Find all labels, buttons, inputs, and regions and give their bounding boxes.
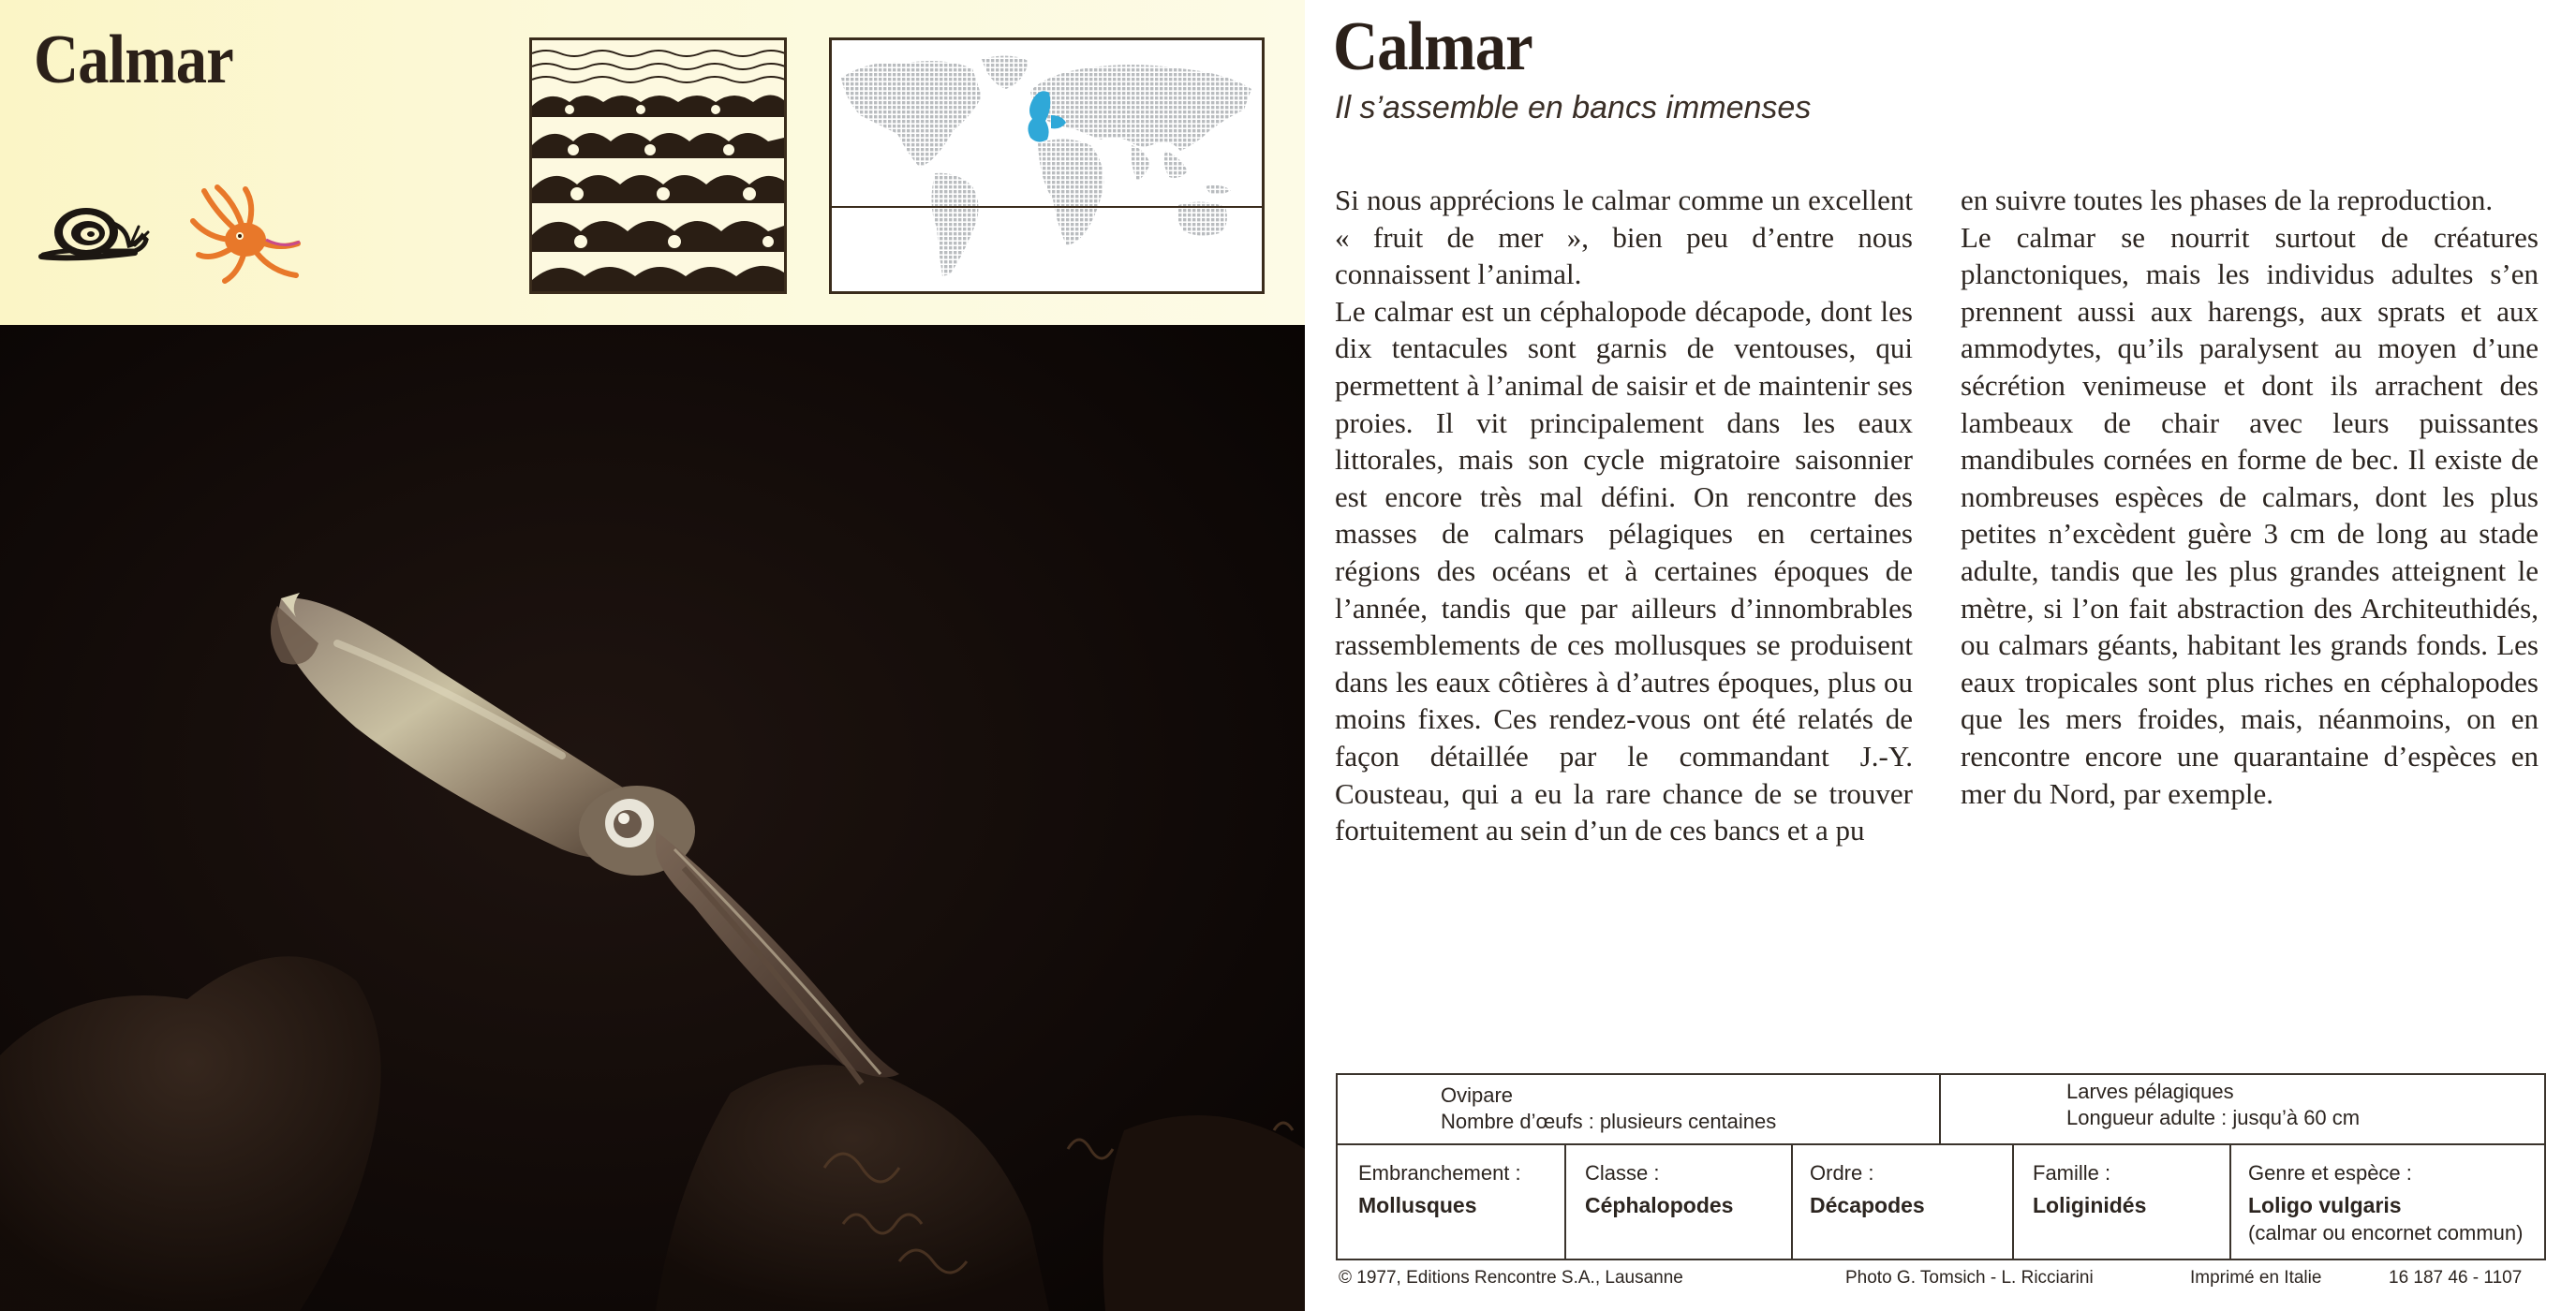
reproduction-type: Ovipare <box>1441 1083 1514 1107</box>
classe-cell <box>1585 1160 1733 1218</box>
famille-label: Famille : <box>2033 1161 2111 1185</box>
card-subtitle: Il s’assemble en bancs immenses <box>1335 90 1812 125</box>
table-divider <box>1564 1145 1566 1259</box>
text-column-right <box>1961 182 2539 812</box>
ordre-value: Décapodes <box>1810 1193 1925 1217</box>
copyright-text: © 1977, Editions Rencontre S.A., Lausanne <box>1339 1268 1683 1288</box>
reproduction-row <box>1338 1075 2544 1145</box>
famille-cell <box>2033 1160 2146 1218</box>
larva-type: Larves pélagiques <box>2066 1080 2234 1103</box>
larva-cell <box>2066 1079 2360 1131</box>
genre-label: Genre et espèce : <box>2248 1161 2412 1185</box>
squid-illustration <box>0 325 1305 1311</box>
world-map-icon <box>832 40 1262 291</box>
genre-common-name: (calmar ou encornet commun) <box>2248 1221 2524 1245</box>
card-title-left: Calmar <box>34 22 233 98</box>
distribution-map-panel <box>829 37 1265 294</box>
famille-value: Loliginidés <box>2033 1193 2147 1217</box>
genre-cell <box>2248 1160 2523 1246</box>
waves-habitat-icon <box>532 40 784 291</box>
embranchement-value: Mollusques <box>1358 1193 1477 1217</box>
egg-count: Nombre d’œufs : plusieurs centaines <box>1441 1110 1777 1133</box>
card-title-right: Calmar <box>1333 8 1532 85</box>
habitat-waves-panel <box>529 37 787 294</box>
ordre-label: Ordre : <box>1810 1161 1874 1185</box>
paragraph: Le calmar est un céphalopode décapode, dont les dix tentacules sont garnis de ventouses, qui permettent à l’animal de saisir et de maintenir ses proies. Il vit principalement dans les eaux littorales, mais son cycle migratoire saisonnier est encore très mal défini. On rencontre des masses de calmars pélagiques en certaines régions des océans et à certaines époques de l’année, tandis que par ailleurs d’innombrables rassemblements de ces mollusques se produisent dans les eaux côtières à d’autres époques, plus ou moins fixes. Ces rendez-vous ont été relatés de façon détaillée par le commandant J.-Y. Cousteau, qui a eu la rare chance de se trouver fortuitement au sein d’un de ces bancs et a pu <box>1335 294 1913 847</box>
right-card <box>1305 0 2576 1311</box>
card-footer <box>1305 1268 2576 1296</box>
taxonomy-row <box>1338 1145 2544 1259</box>
adult-length: Longueur adulte : jusqu’à 60 cm <box>2066 1106 2361 1129</box>
paragraph: Si nous apprécions le calmar comme un excellent « fruit de mer », bien peu d’entre nous connaissent l’animal. <box>1335 184 1913 291</box>
octopus-icon <box>187 184 302 287</box>
printed-in: Imprimé en Italie <box>2190 1268 2322 1288</box>
embranchement-cell <box>1358 1160 1521 1218</box>
table-divider <box>2012 1145 2014 1259</box>
photo-credit: Photo G. Tomsich - L. Ricciarini <box>1845 1268 2094 1288</box>
paragraph: en suivre toutes les phases de la reproduction. <box>1961 184 2494 216</box>
classe-label: Classe : <box>1585 1161 1660 1185</box>
table-divider <box>1939 1075 1941 1143</box>
table-divider <box>1791 1145 1793 1259</box>
genre-value: Loligo vulgaris <box>2248 1193 2402 1217</box>
card-code: 16 187 46 - 1107 <box>2389 1268 2523 1288</box>
ordre-cell <box>1810 1160 1925 1218</box>
paragraph: Le calmar se nourrit surtout de créatures planctoniques, mais les individus adultes s’en prennent aussi aux harengs, aux sprats et aux ammodytes, qu’ils paralysent au moyen d’une sécrétion venimeuse et dont ils arrachent des lambeaux de chair avec leurs puissantes mandibules cornées en forme de bec. Il existe de nombreuses espèces de calmars, dont les plus petites n’excèdent guère 3 cm de long au stade adulte, tandis que les plus grandes atteignent le mètre, si l’on fait abstraction des Architeuthidés, ou calmars géants, habitant les grands fonds. Les eaux tropicales sont plus riches en céphalopodes que les mers froides, mais, néanmoins, on en rencontre encore une quarantaine d’espèces en mer du Nord, par exemple. <box>1961 220 2539 810</box>
text-column-left <box>1335 182 1913 849</box>
classification-table <box>1336 1073 2546 1260</box>
embranchement-label: Embranchement : <box>1358 1161 1521 1185</box>
squid-photo <box>0 325 1305 1311</box>
snail-icon <box>37 199 150 264</box>
reproduction-cell <box>1441 1083 1776 1135</box>
table-divider <box>2229 1145 2231 1259</box>
classe-value: Céphalopodes <box>1585 1193 1734 1217</box>
